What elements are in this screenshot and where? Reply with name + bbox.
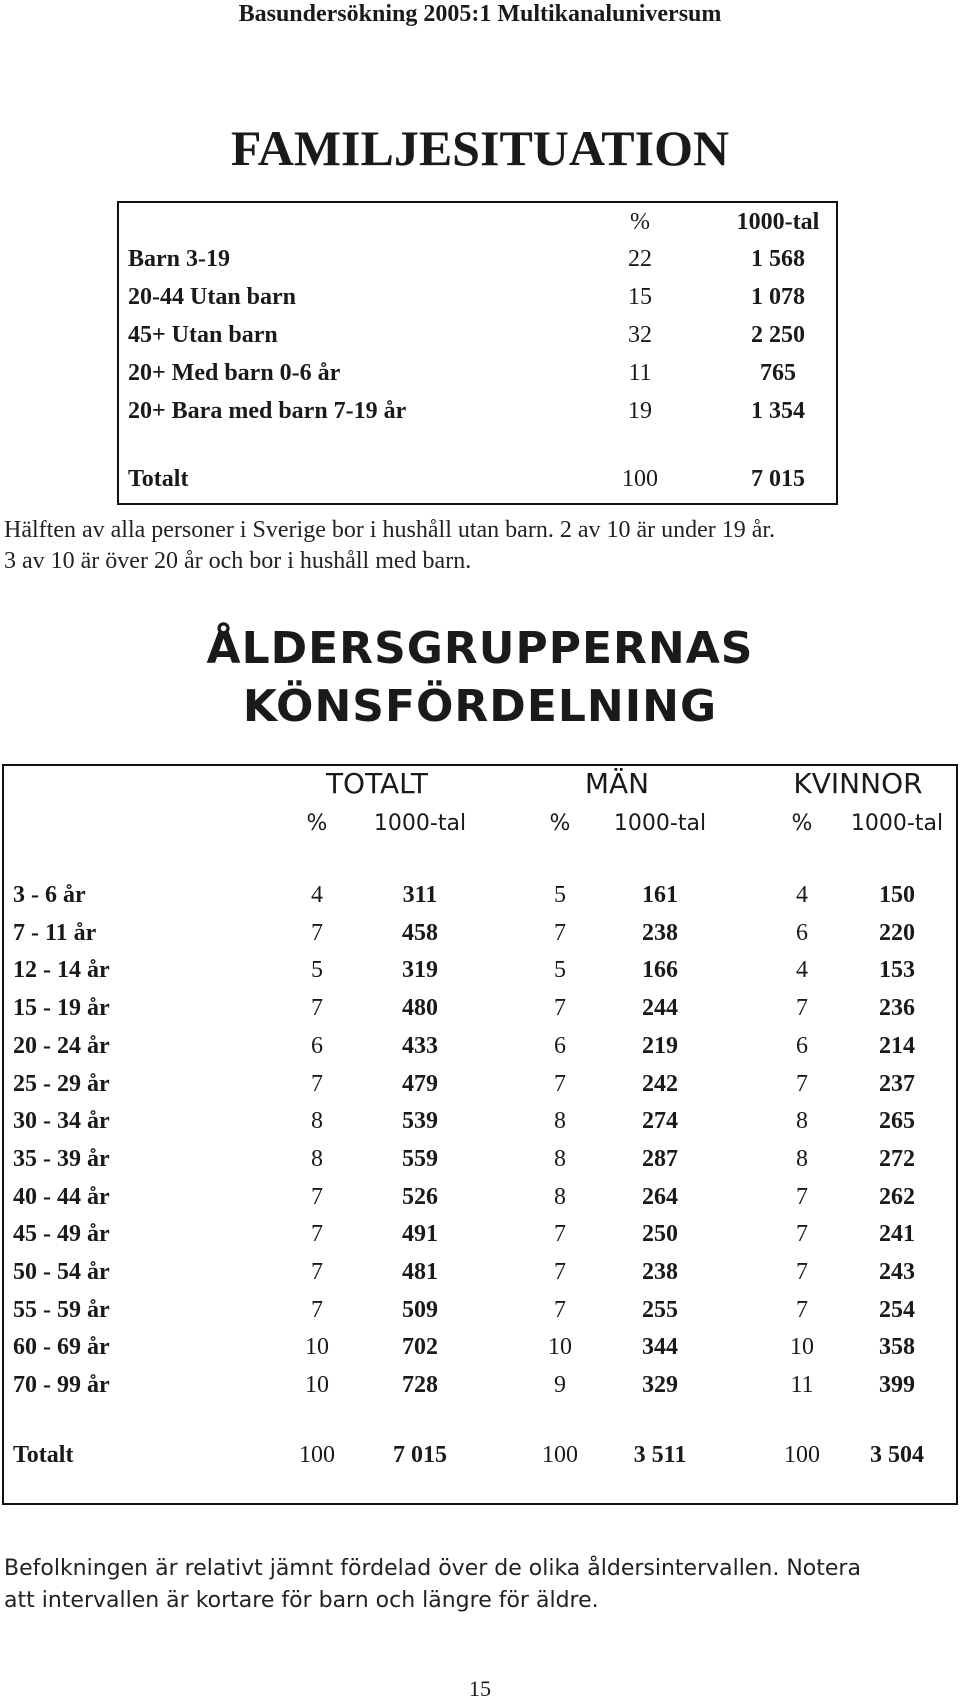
age-cell-num: 242	[642, 1071, 678, 1097]
family-row-label: 20-44 Utan barn	[128, 284, 297, 310]
age-cell-pct: 10	[548, 1334, 572, 1360]
age-cell-pct: 8	[311, 1146, 323, 1172]
age-note-line-2: att intervallen är kortare för barn och längre för äldre.	[4, 1588, 599, 1613]
age-cell-pct: 10	[790, 1334, 814, 1360]
age-cell-num: 559	[402, 1146, 438, 1172]
age-cell-pct: 7	[554, 1221, 566, 1247]
age-row-label: 60 - 69 år	[13, 1334, 110, 1360]
age-subheader-num: 1000-tal	[850, 811, 944, 836]
age-cell-pct: 7	[554, 920, 566, 946]
age-cell-num: 153	[879, 957, 915, 983]
age-cell-num: 265	[879, 1108, 915, 1134]
age-row-label: 3 - 6 år	[13, 882, 86, 908]
family-total-num: 7 015	[751, 466, 805, 492]
age-cell-num: 526	[402, 1184, 438, 1210]
age-cell-num: 458	[402, 920, 438, 946]
section-title-age-line-2: KÖNSFÖRDELNING	[242, 681, 718, 732]
age-subheader-pct: %	[306, 811, 328, 836]
age-cell-pct: 7	[554, 1071, 566, 1097]
family-col-header-pct: %	[630, 209, 650, 235]
age-total-num: 7 015	[393, 1442, 447, 1468]
age-cell-pct: 7	[796, 995, 808, 1021]
age-cell-num: 264	[642, 1184, 678, 1210]
age-cell-num: 243	[879, 1259, 915, 1285]
age-subheader-pct: %	[791, 811, 813, 836]
age-cell-num: 237	[879, 1071, 915, 1097]
age-cell-num: 399	[879, 1372, 915, 1398]
age-row-label: 12 - 14 år	[13, 957, 110, 983]
family-row-label: 20+ Med barn 0-6 år	[128, 360, 341, 386]
age-cell-pct: 4	[796, 882, 808, 908]
age-cell-num: 329	[642, 1372, 678, 1398]
age-cell-pct: 9	[554, 1372, 566, 1398]
age-cell-pct: 7	[311, 920, 323, 946]
age-cell-pct: 7	[796, 1259, 808, 1285]
age-row-label: 7 - 11 år	[13, 920, 97, 946]
age-row-label: 35 - 39 år	[13, 1146, 110, 1172]
age-cell-pct: 10	[305, 1334, 329, 1360]
age-cell-pct: 8	[796, 1108, 808, 1134]
age-cell-pct: 6	[554, 1033, 566, 1059]
age-cell-pct: 7	[311, 995, 323, 1021]
age-subheader-num: 1000-tal	[613, 811, 707, 836]
age-cell-num: 311	[402, 882, 438, 908]
family-row-label: Barn 3-19	[128, 246, 230, 272]
age-cell-num: 539	[402, 1108, 438, 1134]
age-cell-pct: 6	[796, 920, 808, 946]
age-row-label: 55 - 59 år	[13, 1297, 110, 1323]
age-group-header: TOTALT	[325, 767, 429, 800]
age-cell-pct: 7	[311, 1071, 323, 1097]
age-cell-pct: 5	[554, 882, 566, 908]
age-cell-pct: 4	[796, 957, 808, 983]
age-cell-num: 481	[402, 1259, 438, 1285]
family-total-label: Totalt	[128, 466, 189, 492]
age-cell-pct: 8	[554, 1184, 566, 1210]
age-cell-num: 150	[879, 882, 915, 908]
age-cell-num: 236	[879, 995, 915, 1021]
age-cell-num: 250	[642, 1221, 678, 1247]
age-cell-pct: 7	[311, 1221, 323, 1247]
family-row-label: 45+ Utan barn	[128, 322, 278, 348]
age-cell-pct: 8	[554, 1146, 566, 1172]
age-cell-num: 358	[879, 1334, 915, 1360]
age-cell-pct: 10	[305, 1372, 329, 1398]
age-cell-num: 214	[879, 1033, 915, 1059]
age-row-label: 25 - 29 år	[13, 1071, 110, 1097]
age-note-line-1: Befolkningen är relativt jämnt fördelad över de olika åldersintervallen. Notera	[4, 1556, 861, 1581]
age-cell-pct: 4	[311, 882, 323, 908]
age-cell-pct: 7	[796, 1071, 808, 1097]
age-cell-pct: 8	[311, 1108, 323, 1134]
family-row-pct: 32	[628, 322, 652, 348]
page-number: 15	[469, 1676, 491, 1701]
age-cell-num: 241	[879, 1221, 915, 1247]
family-row-label: 20+ Bara med barn 7-19 år	[128, 398, 407, 424]
age-cell-num: 491	[402, 1221, 438, 1247]
age-cell-num: 219	[642, 1033, 678, 1059]
family-row-pct: 22	[628, 246, 652, 272]
age-subheader-pct: %	[549, 811, 571, 836]
age-cell-num: 479	[402, 1071, 438, 1097]
age-cell-num: 274	[642, 1108, 678, 1134]
age-cell-num: 220	[879, 920, 915, 946]
age-total-pct: 100	[542, 1442, 578, 1468]
family-total-pct: 100	[622, 466, 658, 492]
age-row-label: 40 - 44 år	[13, 1184, 110, 1210]
family-row-num: 2 250	[751, 322, 805, 348]
age-cell-pct: 7	[796, 1184, 808, 1210]
section-title-age-gender	[0, 620, 960, 736]
age-cell-pct: 6	[796, 1033, 808, 1059]
family-row-pct: 11	[628, 360, 652, 386]
age-total-num: 3 511	[633, 1442, 687, 1468]
age-cell-num: 238	[642, 1259, 678, 1285]
age-cell-num: 344	[642, 1334, 678, 1360]
age-cell-num: 509	[402, 1297, 438, 1323]
age-cell-num: 433	[402, 1033, 438, 1059]
age-row-label: 30 - 34 år	[13, 1108, 110, 1134]
age-total-num: 3 504	[870, 1442, 924, 1468]
age-subheader-num: 1000-tal	[373, 811, 467, 836]
family-row-pct: 19	[628, 398, 652, 424]
age-cell-pct: 7	[554, 1297, 566, 1323]
age-group-header: KVINNOR	[793, 767, 923, 800]
family-row-num: 1 078	[751, 284, 805, 310]
age-cell-pct: 7	[311, 1297, 323, 1323]
age-cell-num: 161	[642, 882, 678, 908]
age-row-label: 45 - 49 år	[13, 1221, 110, 1247]
section-title-family: FAMILJESITUATION	[230, 120, 730, 176]
age-cell-num: 287	[642, 1146, 678, 1172]
family-row-num: 765	[760, 360, 796, 386]
age-cell-num: 319	[402, 957, 438, 983]
age-cell-num: 254	[879, 1297, 915, 1323]
age-total-label: Totalt	[13, 1442, 74, 1468]
age-cell-num: 238	[642, 920, 678, 946]
age-group-header: MÄN	[584, 767, 650, 800]
age-cell-pct: 8	[554, 1108, 566, 1134]
age-row-label: 70 - 99 år	[13, 1372, 110, 1398]
age-cell-num: 702	[402, 1334, 438, 1360]
age-row-label: 50 - 54 år	[13, 1259, 110, 1285]
age-cell-pct: 7	[796, 1297, 808, 1323]
family-col-header-num: 1000-tal	[736, 209, 820, 235]
age-total-pct: 100	[299, 1442, 335, 1468]
age-cell-pct: 7	[554, 995, 566, 1021]
family-row-num: 1 568	[751, 246, 805, 272]
age-cell-pct: 7	[311, 1259, 323, 1285]
age-cell-num: 244	[642, 995, 678, 1021]
age-cell-num: 262	[879, 1184, 915, 1210]
age-row-label: 20 - 24 år	[13, 1033, 110, 1059]
family-row-pct: 15	[628, 284, 652, 310]
age-cell-pct: 7	[311, 1184, 323, 1210]
family-row-num: 1 354	[751, 398, 805, 424]
age-cell-num: 480	[402, 995, 438, 1021]
family-note-line-1: Hälften av alla personer i Sverige bor i hushåll utan barn. 2 av 10 är under 19 år.	[4, 517, 776, 543]
age-cell-num: 728	[402, 1372, 438, 1398]
running-header: Basundersökning 2005:1 Multikanaluniversum	[238, 1, 722, 27]
age-cell-pct: 5	[554, 957, 566, 983]
family-note-line-2: 3 av 10 är över 20 år och bor i hushåll med barn.	[4, 548, 472, 574]
age-cell-num: 166	[642, 957, 678, 983]
age-cell-pct: 7	[554, 1259, 566, 1285]
age-cell-pct: 5	[311, 957, 323, 983]
age-cell-pct: 6	[311, 1033, 323, 1059]
age-total-pct: 100	[784, 1442, 820, 1468]
age-cell-pct: 8	[796, 1146, 808, 1172]
section-title-age-line-1: ÅLDERSGRUPPERNAS	[206, 623, 754, 674]
age-cell-num: 272	[879, 1146, 915, 1172]
age-cell-pct: 7	[796, 1221, 808, 1247]
age-cell-pct: 11	[790, 1372, 814, 1398]
age-cell-num: 255	[642, 1297, 678, 1323]
age-row-label: 15 - 19 år	[13, 995, 110, 1021]
